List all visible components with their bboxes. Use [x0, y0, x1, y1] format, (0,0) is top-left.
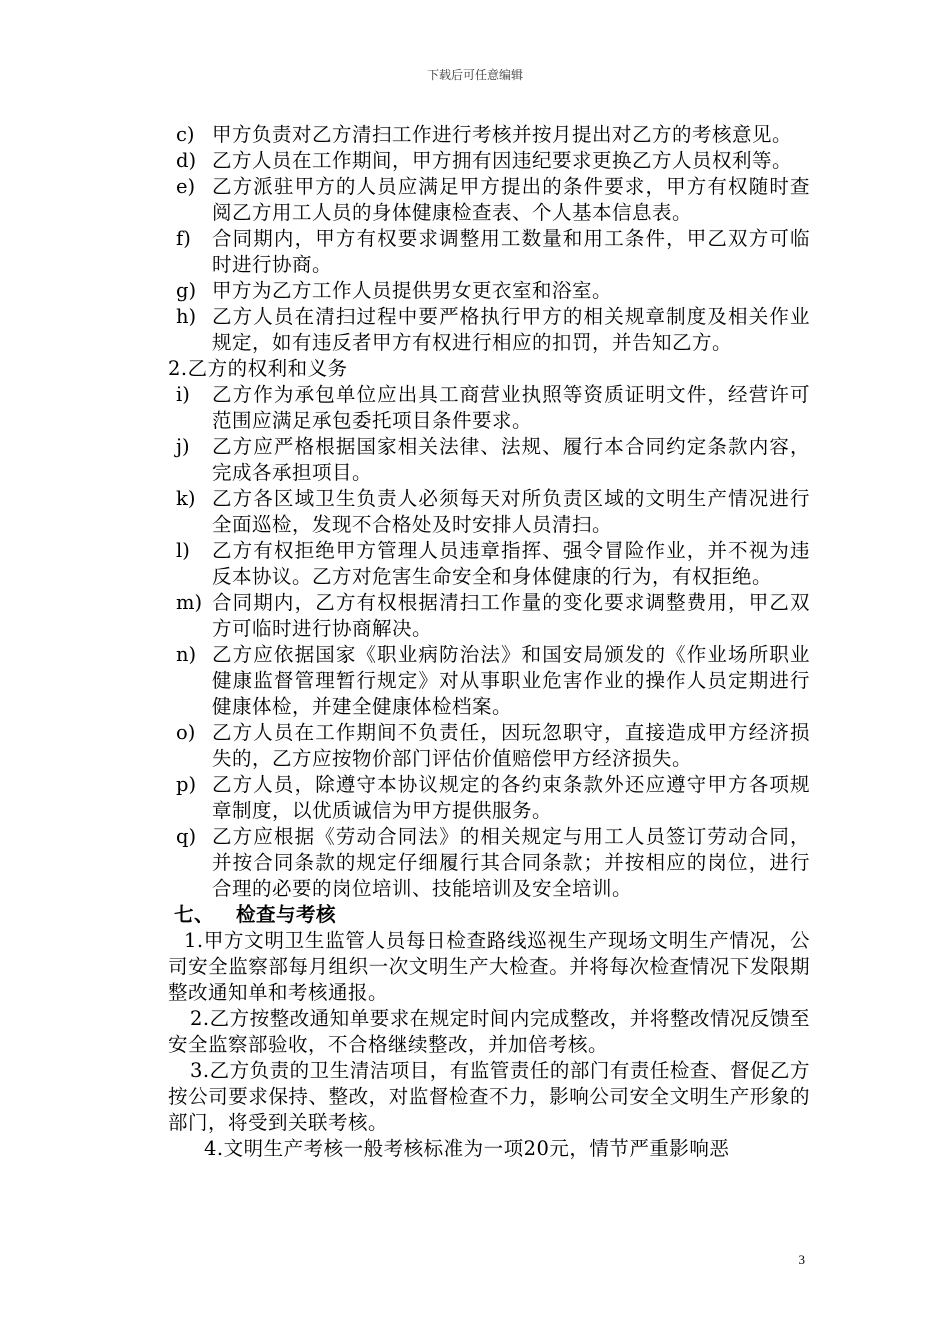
section-number: 七、 [174, 903, 215, 926]
list-marker: c) [176, 123, 195, 146]
list-marker: m) [176, 591, 203, 614]
list-item-e [168, 174, 810, 226]
document-body [168, 122, 810, 1162]
paragraph-1: 1.甲方文明卫生监管人员每日检查路线巡视生产现场文明生产情况，公司安全监察部每月组织一次文明生产大检查。并将每次检查情况下发限期整改通知单和考核通报。 [168, 929, 810, 1004]
list-marker: i) [176, 383, 190, 406]
list-marker: d) [176, 149, 197, 172]
list-item-text: 乙方派驻甲方的人员应满足甲方提出的条件要求，甲方有权随时查阅乙方用工人员的身体健康检查表、个人基本信息表。 [212, 175, 810, 224]
list-item-text: 乙方人员，除遵守本协议规定的各约束条款外还应遵守甲方各项规章制度，以优质诚信为甲方提供服务。 [212, 773, 810, 822]
list-item-text: 乙方应严格根据国家相关法律、法规、履行本合同约定条款内容，完成各承担项目。 [212, 435, 810, 484]
list-marker: o) [176, 721, 196, 744]
list-item-k [168, 486, 810, 538]
list-item-j [168, 434, 810, 486]
list-item-text: 乙方人员在工作期间，甲方拥有因违纪要求更换乙方人员权利等。 [212, 149, 793, 172]
page-header: 下载后可任意编辑 [426, 68, 523, 82]
list-item-d [168, 148, 810, 174]
list-item-p [168, 772, 810, 824]
list-item-text: 合同期内，乙方有权根据清扫工作量的变化要求调整费用，甲乙双方可临时进行协商解决。 [212, 591, 810, 640]
paragraph-4: 4.文明生产考核一般考核标准为一项20元，情节严重影响恶 [204, 1137, 730, 1160]
list-marker: p) [176, 773, 197, 796]
list-item-text: 乙方作为承包单位应出具工商营业执照等资质证明文件，经营许可范围应满足承包委托项目条件要求。 [212, 383, 810, 432]
list-item-o [168, 720, 810, 772]
list-item-n [168, 642, 810, 720]
list-marker: k) [176, 487, 196, 510]
list-marker: j) [176, 435, 190, 458]
list-marker: e) [176, 175, 196, 198]
section-title: 检查与考核 [236, 903, 337, 926]
list-item-l [168, 538, 810, 590]
list-item-text: 合同期内，甲方有权要求调整用工数量和用工条件，甲乙双方可临时进行协商。 [212, 227, 810, 276]
list-item-text: 乙方人员在工作期间不负责任，因玩忽职守，直接造成甲方经济损失的，乙方应按物价部门评估价值赔偿甲方经济损失。 [212, 721, 810, 770]
list-marker: l) [176, 539, 190, 562]
list-item-q [168, 824, 810, 902]
paragraph-2: 2.乙方按整改通知单要求在规定时间内完成整改，并将整改情况反馈至安全监察部验收，不合格继续整改，并加倍考核。 [168, 1007, 810, 1056]
list-marker: h) [176, 305, 197, 328]
list-item-text: 乙方人员在清扫过程中要严格执行甲方的相关规章制度及相关作业规定，如有违反者甲方有权进行相应的扣罚，并告知乙方。 [212, 305, 810, 354]
list-item-text: 甲方负责对乙方清扫工作进行考核并按月提出对乙方的考核意见。 [212, 123, 793, 146]
page-number: 3 [798, 1252, 805, 1267]
list-item-m [168, 590, 810, 642]
list-item-text: 甲方为乙方工作人员提供男女更衣室和浴室。 [212, 279, 613, 302]
list-item-text: 乙方有权拒绝甲方管理人员违章指挥、强令冒险作业，并不视为违反本协议。乙方对危害生命安全和身体健康的行为，有权拒绝。 [212, 539, 810, 588]
list-item-i [168, 382, 810, 434]
list-marker: g) [176, 279, 197, 302]
list-marker: n) [176, 643, 197, 666]
paragraph-3: 3.乙方负责的卫生清洁项目，有监管责任的部门有责任检查、督促乙方按公司要求保持、整改，对监督检查不力，影响公司安全文明生产形象的部门，将受到关联考核。 [168, 1059, 810, 1134]
subheading-party-b-rights: 2.乙方的权利和义务 [168, 357, 348, 380]
list-item-h [168, 304, 810, 356]
section-heading-inspection [168, 902, 810, 928]
list-item-text: 乙方应根据《劳动合同法》的相关规定与用工人员签订劳动合同，并按合同条款的规定仔细履行其合同条款；并按相应的岗位，进行合理的必要的岗位培训、技能培训及安全培训。 [212, 825, 810, 900]
list-item-g [168, 278, 810, 304]
list-item-c [168, 122, 810, 148]
list-item-text: 乙方各区域卫生负责人必须每天对所负责区域的文明生产情况进行全面巡检，发现不合格处及时安排人员清扫。 [212, 487, 810, 536]
list-item-text: 乙方应依据国家《职业病防治法》和国安局颁发的《作业场所职业健康监督管理暂行规定》对从事职业危害作业的操作人员定期进行健康体检，并建全健康体检档案。 [212, 643, 810, 718]
list-marker: f) [176, 227, 191, 250]
list-item-f [168, 226, 810, 278]
list-marker: q) [176, 825, 197, 848]
